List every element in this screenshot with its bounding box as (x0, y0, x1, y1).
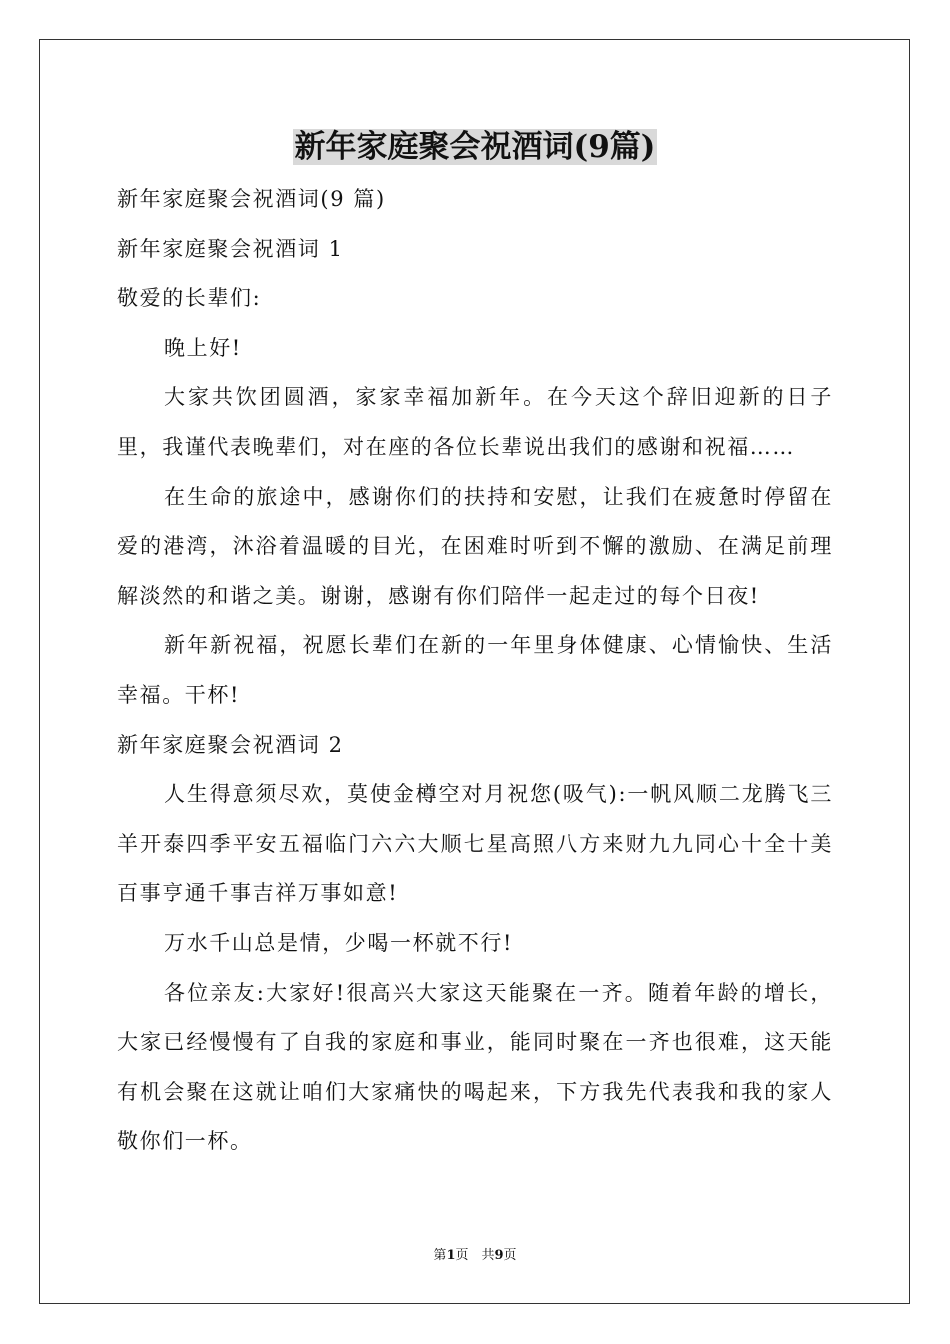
paragraph: 大家共饮团圆酒，家家幸福加新年。在今天这个辞旧迎新的日子里，我谨代表晚辈们，对在座的各位长辈说出我们的感谢和祝福…… (117, 385, 833, 459)
page-number-footer (0, 1247, 950, 1265)
paragraph: 各位亲友:大家好!很高兴大家这天能聚在一齐。随着年龄的增长，大家已经慢慢有了自我的家庭和事业，能同时聚在一齐也很难，这天能有机会聚在这就让咱们大家痛快的喝起来，下方我先代表我和我的家人敬你们一杯。 (117, 980, 833, 1154)
paragraph: 万水千山总是情，少喝一杯就不行! (164, 930, 514, 955)
greeting: 晚上好! (164, 335, 242, 360)
document-body (117, 175, 833, 1167)
section-heading-1: 新年家庭聚会祝酒词 1 (117, 236, 344, 261)
paragraph: 在生命的旅途中，感谢你们的扶持和安慰，让我们在疲惫时停留在爱的港湾，沐浴着温暖的目光，在困难时听到不懈的激励、在满足前理解淡然的和谐之美。谢谢，感谢有你们陪伴一起走过的每个日夜! (117, 484, 833, 608)
salutation: 敬爱的长辈们: (117, 286, 262, 311)
paragraph: 新年家庭聚会祝酒词(9 篇) (117, 187, 386, 211)
page-total: 9 (494, 1248, 504, 1263)
paragraph: 新年新祝福，祝愿长辈们在新的一年里身体健康、心情愉快、生活幸福。干杯! (117, 633, 833, 707)
page-suffix: 页 (503, 1248, 517, 1263)
document-title-text: 新年家庭聚会祝酒词(9篇) (294, 129, 656, 165)
page-prefix: 第 (433, 1248, 447, 1263)
section-heading-2: 新年家庭聚会祝酒词 2 (117, 732, 344, 757)
paragraph: 人生得意须尽欢，莫使金樽空对月祝您(吸气):一帆风顺二龙腾飞三羊开泰四季平安五福临门六六大顺七星高照八方来财九九同心十全十美百事亨通千事吉祥万事如意! (117, 782, 833, 906)
page-mid: 页 共 (455, 1248, 495, 1263)
document-title (0, 125, 950, 169)
page-current: 1 (446, 1248, 456, 1263)
